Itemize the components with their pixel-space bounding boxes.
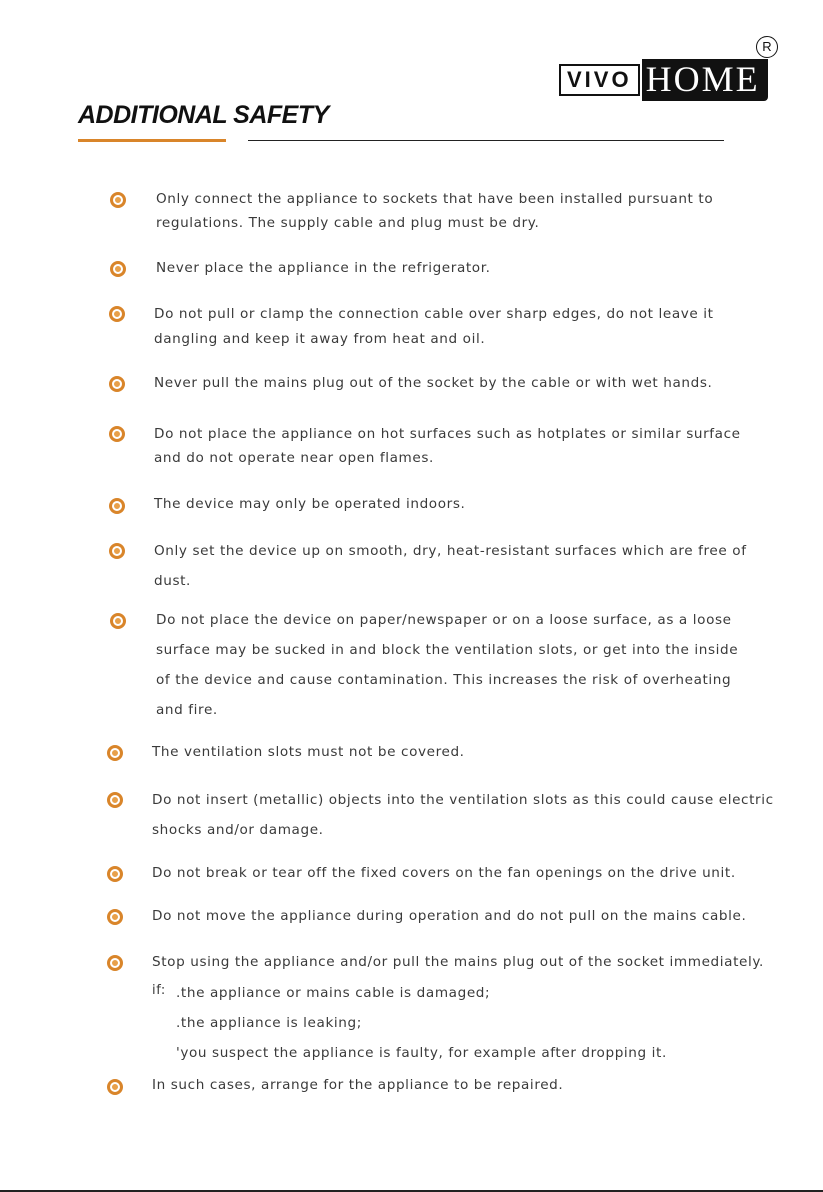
safety-item [156,191,713,231]
safety-item-line: Never pull the mains plug out of the socket by the cable or with wet hands. [154,375,713,391]
safety-item-line: dangling and keep it away from heat and oil. [154,331,486,347]
safety-item-line: Do not pull or clamp the connection cable over sharp edges, do not leave it [154,306,714,322]
safety-item-line: The ventilation slots must not be covered. [152,744,465,760]
safety-item-line: of the device and cause contamination. This increases the risk of overheating [156,672,732,688]
safety-item-line: Do not break or tear off the fixed covers on the fan openings on the drive unit. [152,865,736,881]
safety-item [154,543,747,589]
safety-item-line: and do not operate near open flames. [154,450,434,466]
safety-item-line: regulations. The supply cable and plug must be dry. [156,215,540,231]
bullet-icon [110,261,126,277]
safety-item [156,612,738,718]
bullet-icon [109,543,125,559]
stop-condition-list [176,985,667,1061]
safety-item [154,375,712,391]
bullet-icon [110,192,126,208]
safety-item-line: Stop using the appliance and/or pull the mains plug out of the socket immediately. [152,954,764,970]
safety-item-line: surface may be sucked in and block the ventilation slots, or get into the inside [156,642,739,658]
bullet-icon [109,426,125,442]
logo-home-text: HOME [642,59,768,101]
safety-item-line: Only set the device up on smooth, dry, heat-resistant surfaces which are free of [154,543,747,559]
page-title: ADDITIONAL SAFETY [78,101,329,129]
safety-item [154,496,465,512]
safety-item [152,954,764,970]
safety-item [152,792,774,838]
bullet-icon [107,866,123,882]
safety-item [152,744,465,760]
bullet-icon [109,376,125,392]
safety-item-line: Do not place the appliance on hot surfaces such as hotplates or similar surface [154,426,741,442]
safety-item-line: and fire. [156,702,218,718]
registered-mark: R [756,36,778,58]
bullet-icon [107,909,123,925]
bullet-icon [107,792,123,808]
safety-item-line: The device may only be operated indoors. [154,496,466,512]
bullet-icon [110,613,126,629]
safety-item [152,908,746,924]
title-divider [248,140,724,141]
logo-vivo-text: VIVO [559,64,640,96]
title-accent-underline [78,139,226,142]
safety-item [152,1077,563,1093]
safety-item-line: Do not insert (metallic) objects into the ventilation slots as this could cause electric [152,792,774,808]
bullet-icon [109,498,125,514]
bullet-icon [107,1079,123,1095]
safety-item-line: Do not move the appliance during operation and do not pull on the mains cable. [152,908,747,924]
safety-item [154,426,741,466]
safety-item [156,260,491,276]
stop-condition: .the appliance is leaking; [176,1015,362,1031]
stop-condition: .the appliance or mains cable is damaged; [176,985,491,1001]
safety-item [154,306,714,347]
safety-item-line: Only connect the appliance to sockets that have been installed pursuant to [156,191,714,207]
safety-item-line: Do not place the device on paper/newspaper or on a loose surface, as a loose [156,612,732,628]
stop-conditions-prefix: if: [152,983,166,998]
bullet-icon [109,306,125,322]
safety-item-line: Never place the appliance in the refrigerator. [156,260,491,276]
bullet-icon [107,955,123,971]
safety-item [152,865,736,881]
safety-item-line: dust. [154,573,191,589]
safety-item-line: shocks and/or damage. [152,822,324,838]
stop-condition: 'you suspect the appliance is faulty, for example after dropping it. [176,1045,667,1061]
brand-logo [559,60,768,100]
bullet-icon [107,745,123,761]
safety-item-line: In such cases, arrange for the appliance to be repaired. [152,1077,564,1093]
